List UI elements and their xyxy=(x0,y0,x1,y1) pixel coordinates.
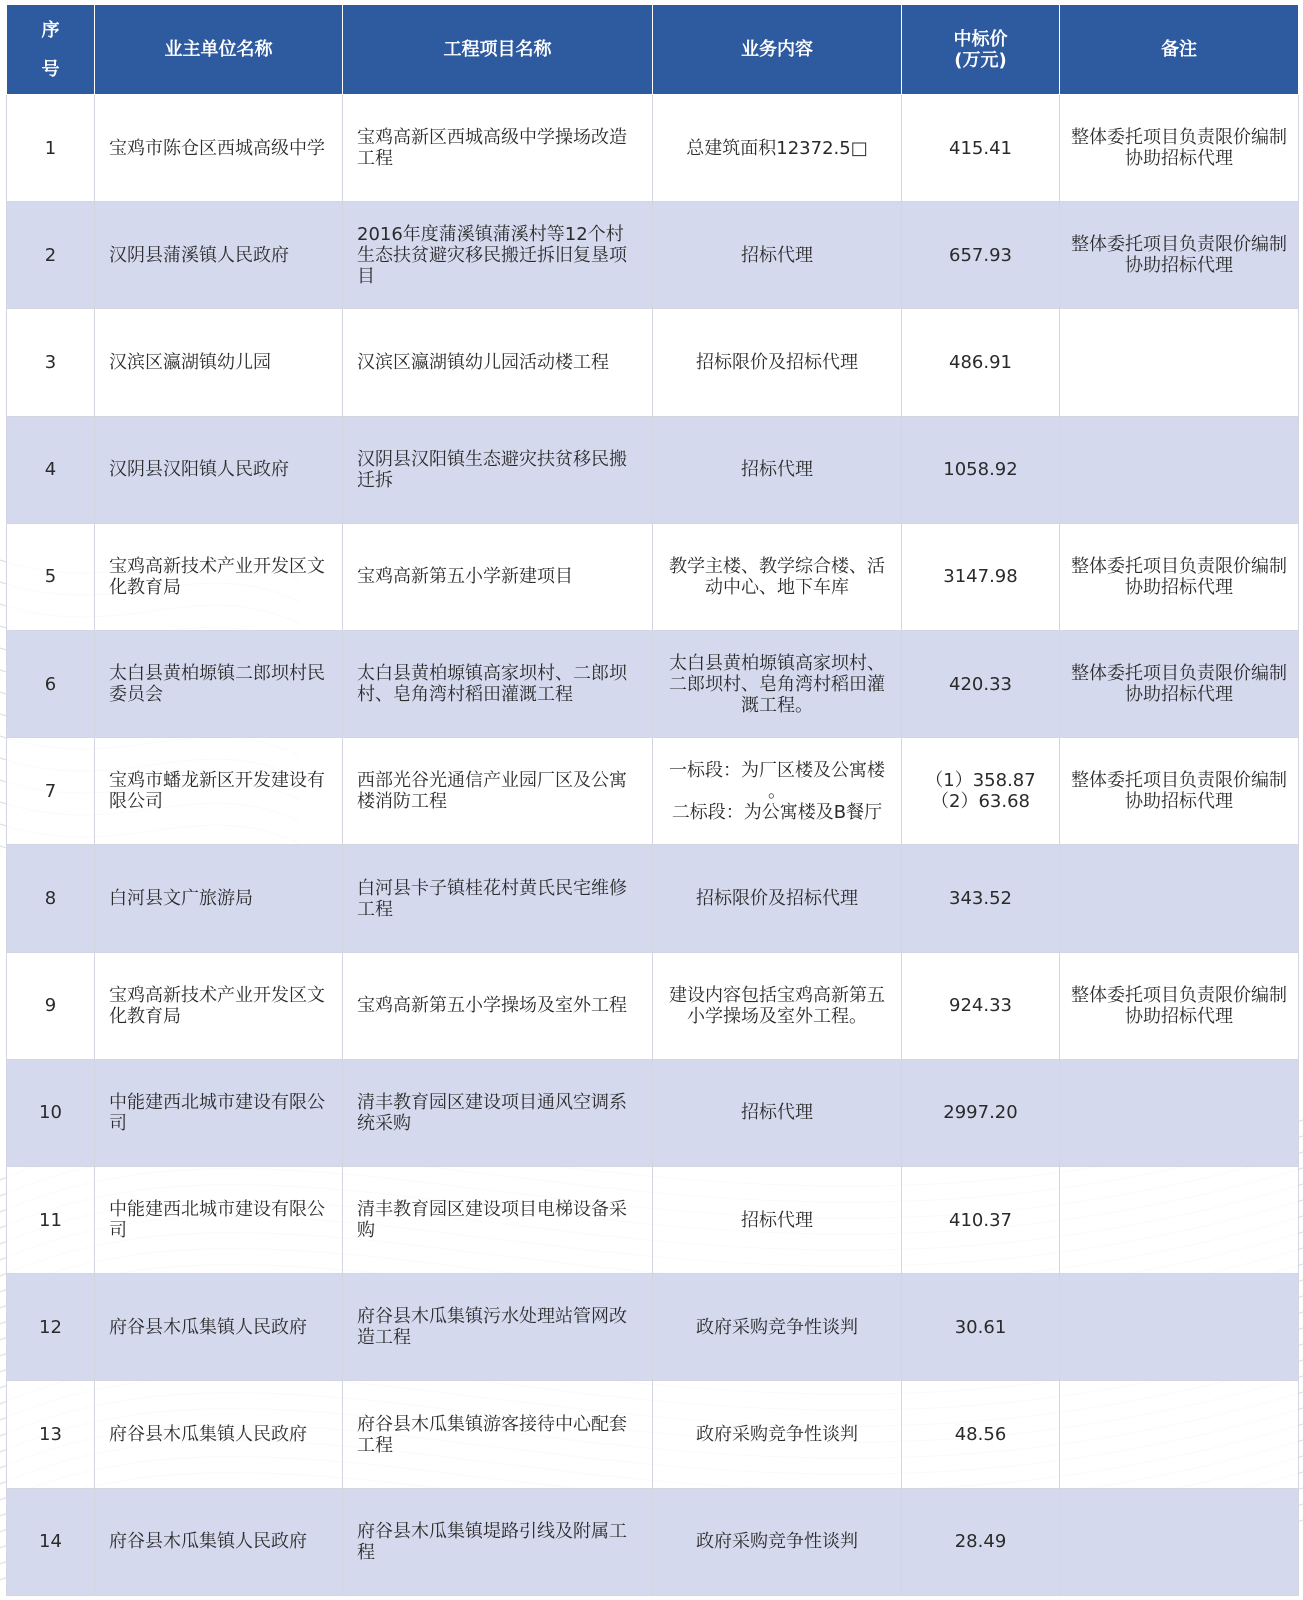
cell-business: 总建筑面积12372.5□ xyxy=(653,95,902,202)
cell-remark xyxy=(1060,1059,1299,1166)
cell-seq: 14 xyxy=(7,1488,95,1595)
header-seq-line2: 号 xyxy=(41,58,60,80)
cell-owner: 中能建西北城市建设有限公司 xyxy=(95,1059,343,1166)
table-row xyxy=(7,952,1299,1059)
cell-seq: 2 xyxy=(7,202,95,309)
table-row xyxy=(7,631,1299,738)
cell-business: 建设内容包括宝鸡高新第五小学操场及室外工程。 xyxy=(653,952,902,1059)
header-price xyxy=(902,5,1060,95)
header-seq-line1: 序 xyxy=(41,19,60,41)
price-line-2: （2）63.68 xyxy=(931,791,1030,813)
cell-seq: 9 xyxy=(7,952,95,1059)
cell-price: 486.91 xyxy=(902,309,1060,416)
business-line-2: 。 xyxy=(768,780,786,802)
table-row xyxy=(7,416,1299,523)
cell-project: 宝鸡高新区西城高级中学操场改造工程 xyxy=(343,95,653,202)
cell-owner: 宝鸡市陈仓区西城高级中学 xyxy=(95,95,343,202)
cell-owner: 宝鸡高新技术产业开发区文化教育局 xyxy=(95,523,343,630)
cell-price: 1058.92 xyxy=(902,416,1060,523)
cell-project: 太白县黄柏塬镇高家坝村、二郎坝村、皂角湾村稻田灌溉工程 xyxy=(343,631,653,738)
table-row xyxy=(7,1274,1299,1381)
table-row xyxy=(7,1167,1299,1274)
table-row xyxy=(7,845,1299,952)
cell-owner: 中能建西北城市建设有限公司 xyxy=(95,1167,343,1274)
header-seq xyxy=(7,5,95,95)
table-row xyxy=(7,309,1299,416)
cell-remark: 整体委托项目负责限价编制协助招标代理 xyxy=(1060,523,1299,630)
cell-business: 招标限价及招标代理 xyxy=(653,845,902,952)
cell-price: 343.52 xyxy=(902,845,1060,952)
header-remark: 备注 xyxy=(1060,5,1299,95)
table-header-row xyxy=(7,5,1299,95)
header-business: 业务内容 xyxy=(653,5,902,95)
bidding-project-table xyxy=(6,4,1299,1596)
cell-business: 招标代理 xyxy=(653,202,902,309)
cell-seq: 10 xyxy=(7,1059,95,1166)
cell-owner: 宝鸡高新技术产业开发区文化教育局 xyxy=(95,952,343,1059)
cell-price: 48.56 xyxy=(902,1381,1060,1488)
cell-remark: 整体委托项目负责限价编制协助招标代理 xyxy=(1060,631,1299,738)
header-owner: 业主单位名称 xyxy=(95,5,343,95)
cell-price: 657.93 xyxy=(902,202,1060,309)
cell-seq: 1 xyxy=(7,95,95,202)
cell-seq: 6 xyxy=(7,631,95,738)
cell-business: 招标代理 xyxy=(653,416,902,523)
table-row xyxy=(7,202,1299,309)
cell-business: 太白县黄柏塬镇高家坝村、二郎坝村、皂角湾村稻田灌溉工程。 xyxy=(653,631,902,738)
cell-seq: 8 xyxy=(7,845,95,952)
cell-price: 2997.20 xyxy=(902,1059,1060,1166)
cell-business: 招标代理 xyxy=(653,1059,902,1166)
cell-project: 府谷县木瓜集镇堤路引线及附属工程 xyxy=(343,1488,653,1595)
cell-business: 招标限价及招标代理 xyxy=(653,309,902,416)
cell-remark: 整体委托项目负责限价编制协助招标代理 xyxy=(1060,95,1299,202)
cell-remark xyxy=(1060,1488,1299,1595)
cell-project: 西部光谷光通信产业园厂区及公寓楼消防工程 xyxy=(343,738,653,845)
cell-owner: 白河县文广旅游局 xyxy=(95,845,343,952)
cell-price: 28.49 xyxy=(902,1488,1060,1595)
cell-business xyxy=(653,738,902,845)
cell-price: 924.33 xyxy=(902,952,1060,1059)
cell-business: 政府采购竞争性谈判 xyxy=(653,1488,902,1595)
cell-remark xyxy=(1060,1381,1299,1488)
cell-remark: 整体委托项目负责限价编制协助招标代理 xyxy=(1060,738,1299,845)
business-line-1: 一标段：为厂区楼及公寓楼 xyxy=(669,759,885,781)
cell-seq: 12 xyxy=(7,1274,95,1381)
cell-project: 清丰教育园区建设项目电梯设备采购 xyxy=(343,1167,653,1274)
cell-owner: 汉阴县汉阳镇人民政府 xyxy=(95,416,343,523)
cell-project: 府谷县木瓜集镇游客接待中心配套工程 xyxy=(343,1381,653,1488)
cell-remark: 整体委托项目负责限价编制协助招标代理 xyxy=(1060,202,1299,309)
cell-remark xyxy=(1060,1274,1299,1381)
price-line-1: （1）358.87 xyxy=(925,770,1036,792)
table-row xyxy=(7,1059,1299,1166)
cell-price: 30.61 xyxy=(902,1274,1060,1381)
header-price-line1: 中标价 xyxy=(953,28,1008,50)
cell-project: 汉阴县汉阳镇生态避灾扶贫移民搬迁拆 xyxy=(343,416,653,523)
cell-price xyxy=(902,738,1060,845)
cell-remark xyxy=(1060,1167,1299,1274)
table-row xyxy=(7,738,1299,845)
cell-business: 政府采购竞争性谈判 xyxy=(653,1381,902,1488)
cell-owner: 府谷县木瓜集镇人民政府 xyxy=(95,1488,343,1595)
cell-business: 招标代理 xyxy=(653,1167,902,1274)
header-price-line2: (万元) xyxy=(954,49,1007,71)
cell-remark xyxy=(1060,845,1299,952)
cell-project: 宝鸡高新第五小学操场及室外工程 xyxy=(343,952,653,1059)
cell-seq: 13 xyxy=(7,1381,95,1488)
cell-business: 教学主楼、教学综合楼、活动中心、地下车库 xyxy=(653,523,902,630)
table-row xyxy=(7,523,1299,630)
cell-project: 白河县卡子镇桂花村黄氏民宅维修工程 xyxy=(343,845,653,952)
cell-owner: 汉阴县蒲溪镇人民政府 xyxy=(95,202,343,309)
cell-business: 政府采购竞争性谈判 xyxy=(653,1274,902,1381)
cell-price: 415.41 xyxy=(902,95,1060,202)
cell-remark xyxy=(1060,416,1299,523)
cell-owner: 府谷县木瓜集镇人民政府 xyxy=(95,1381,343,1488)
cell-seq: 3 xyxy=(7,309,95,416)
cell-owner: 汉滨区瀛湖镇幼儿园 xyxy=(95,309,343,416)
cell-price: 420.33 xyxy=(902,631,1060,738)
cell-project: 宝鸡高新第五小学新建项目 xyxy=(343,523,653,630)
cell-owner: 太白县黄柏塬镇二郎坝村民委员会 xyxy=(95,631,343,738)
cell-remark xyxy=(1060,309,1299,416)
cell-price: 410.37 xyxy=(902,1167,1060,1274)
cell-owner: 宝鸡市蟠龙新区开发建设有限公司 xyxy=(95,738,343,845)
table-row xyxy=(7,1488,1299,1595)
cell-project: 汉滨区瀛湖镇幼儿园活动楼工程 xyxy=(343,309,653,416)
cell-remark: 整体委托项目负责限价编制协助招标代理 xyxy=(1060,952,1299,1059)
cell-project: 2016年度蒲溪镇蒲溪村等12个村生态扶贫避灾移民搬迁拆旧复垦项目 xyxy=(343,202,653,309)
cell-seq: 4 xyxy=(7,416,95,523)
cell-seq: 7 xyxy=(7,738,95,845)
cell-seq: 5 xyxy=(7,523,95,630)
table-row xyxy=(7,1381,1299,1488)
cell-project: 清丰教育园区建设项目通风空调系统采购 xyxy=(343,1059,653,1166)
cell-price: 3147.98 xyxy=(902,523,1060,630)
cell-seq: 11 xyxy=(7,1167,95,1274)
cell-project: 府谷县木瓜集镇污水处理站管网改造工程 xyxy=(343,1274,653,1381)
table-row xyxy=(7,95,1299,202)
business-line-3: 二标段：为公寓楼及B餐厅 xyxy=(671,801,883,823)
cell-owner: 府谷县木瓜集镇人民政府 xyxy=(95,1274,343,1381)
header-project: 工程项目名称 xyxy=(343,5,653,95)
